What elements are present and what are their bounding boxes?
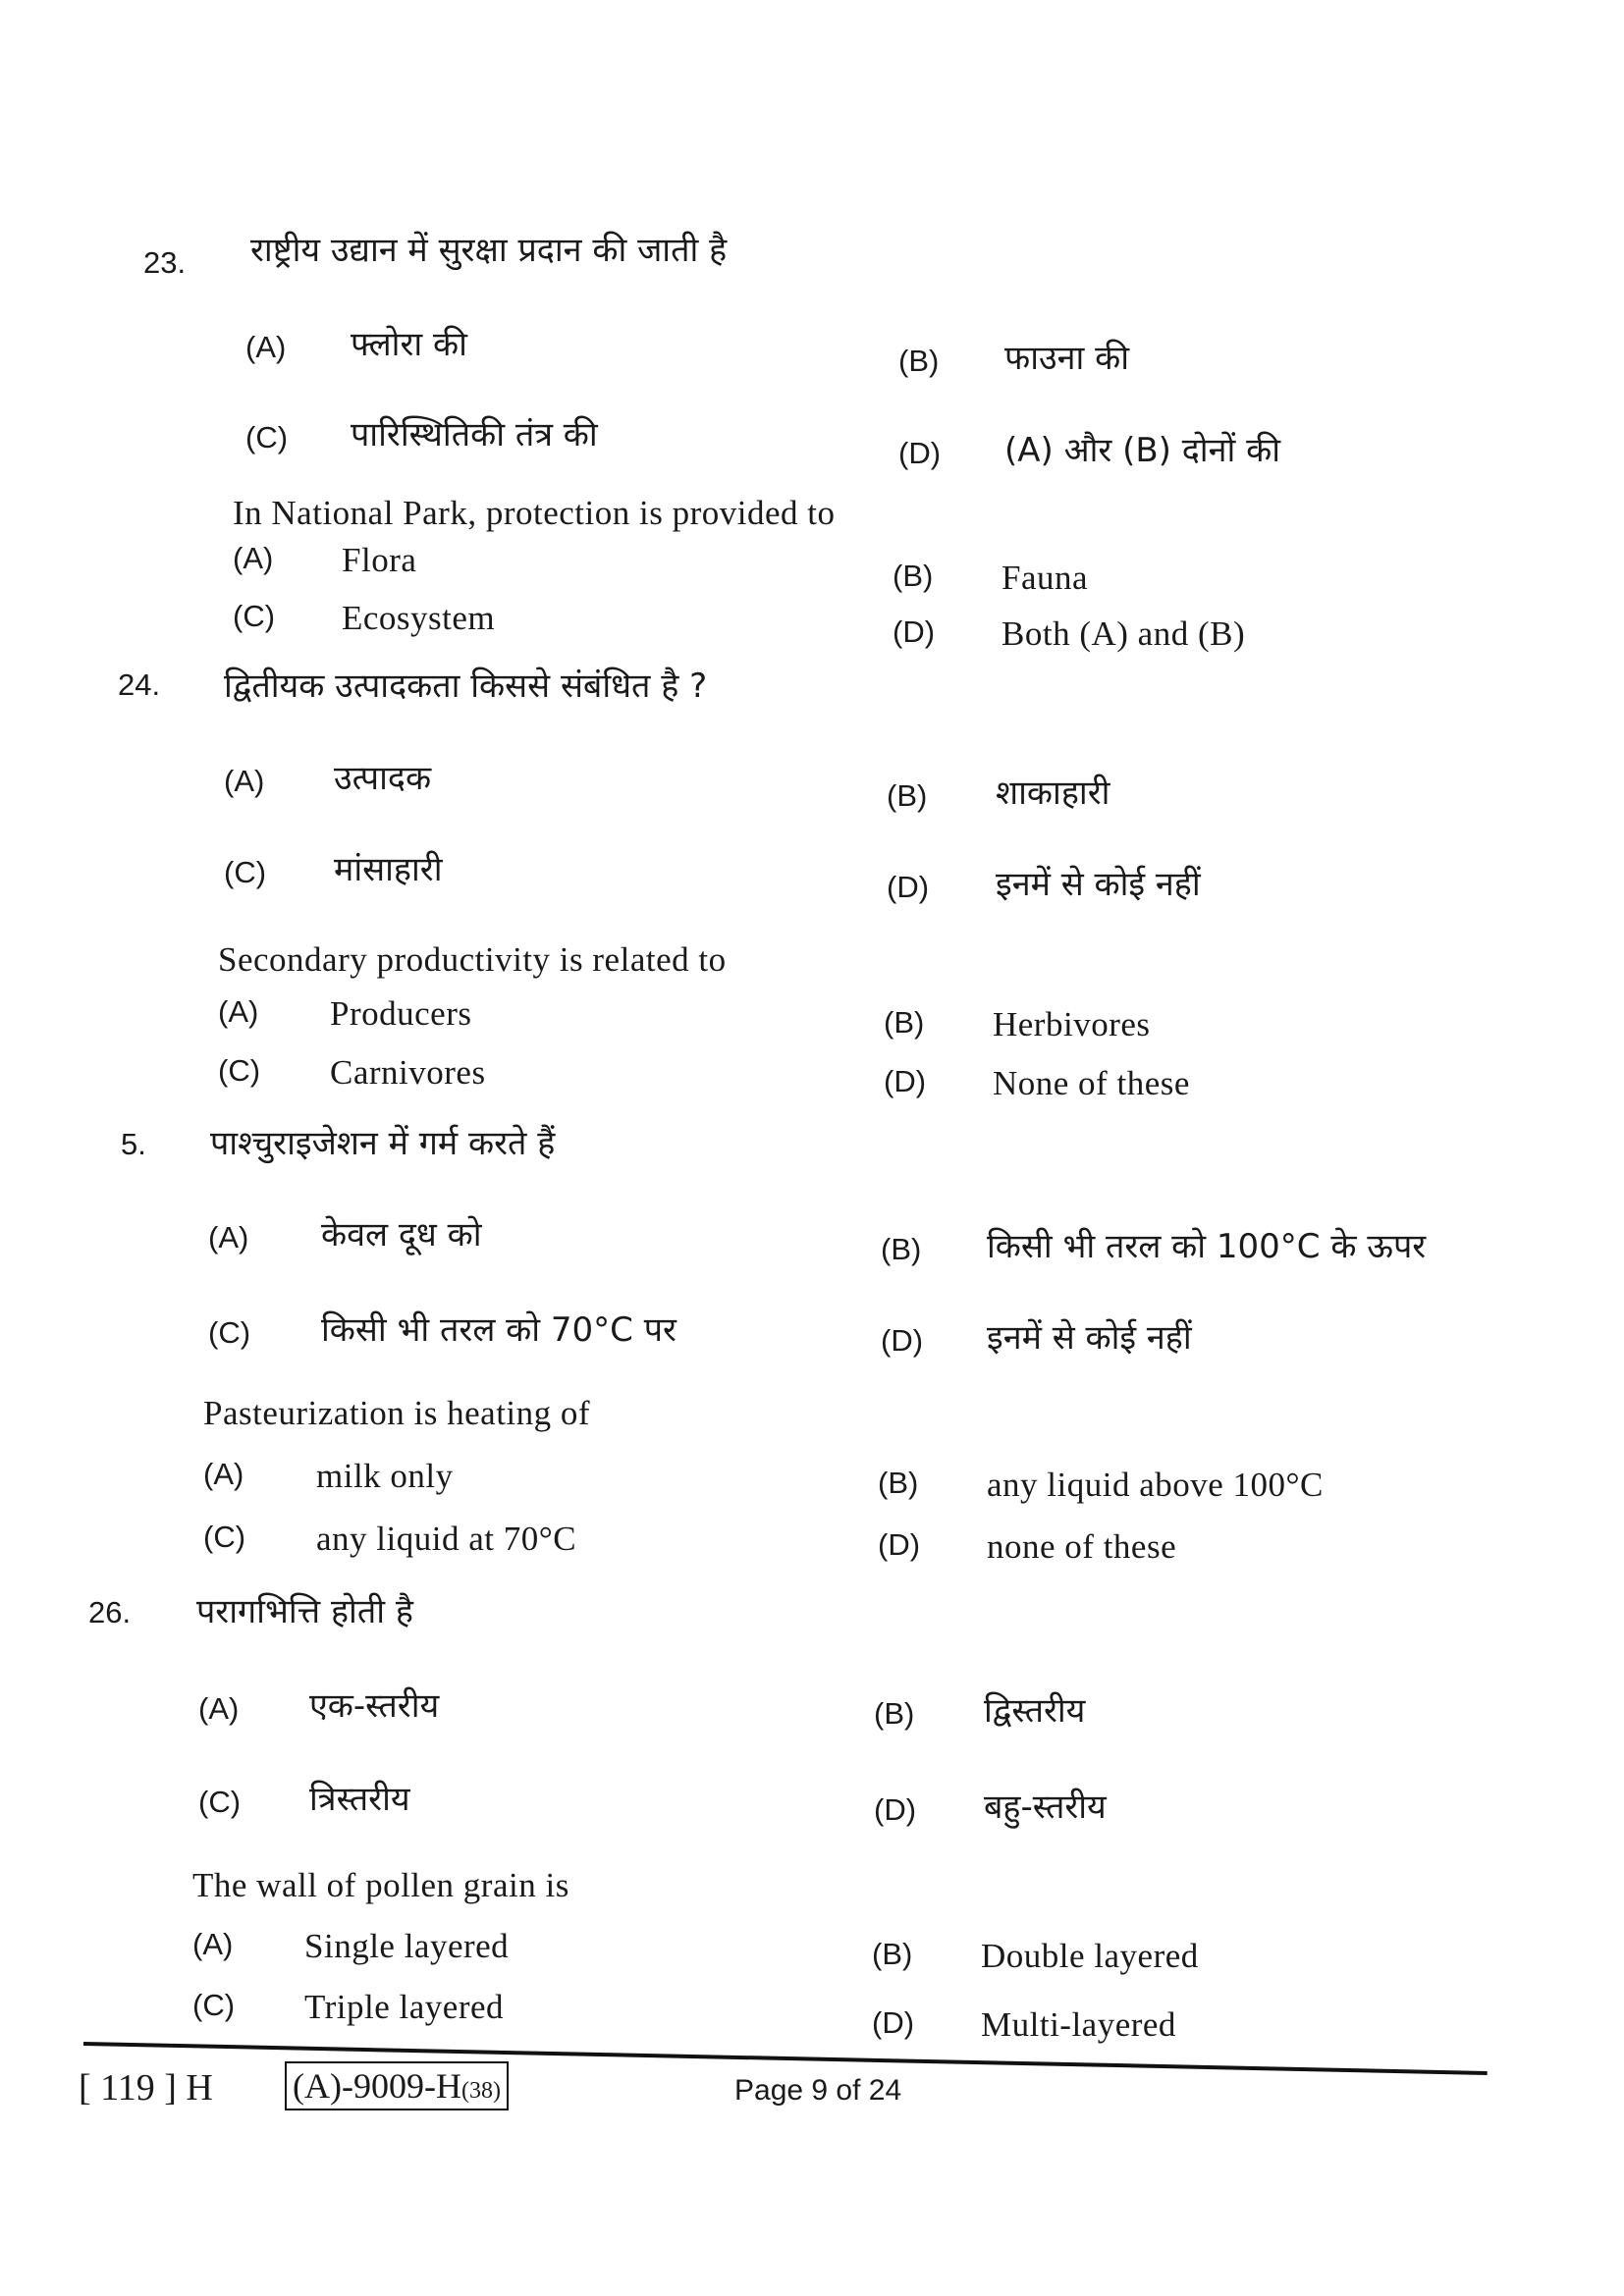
option-text-hindi: पारिस्थितिकी तंत्र की [351,415,598,454]
option-text-english: None of these [993,1064,1190,1102]
option-text-hindi: मांसाहारी [334,850,443,889]
option-label: (A) [203,1457,244,1491]
option-text-english: Both (A) and (B) [1001,614,1246,653]
paper-code-box [285,2061,509,2110]
option-text-english: Fauna [1001,559,1089,597]
option-label: (A) [245,330,287,364]
option-text-english: any liquid at 70°C [316,1520,577,1558]
option-label: (C) [245,420,289,454]
option-label: (C) [198,1785,242,1819]
question-text-hindi: पाश्चुराइजेशन में गर्म करते हैं [210,1124,556,1163]
option-text-english: milk only [316,1457,454,1495]
option-text-hindi: फ्लोरा की [351,325,467,364]
option-text-english: Producers [330,994,472,1033]
option-text-english: none of these [987,1527,1177,1566]
option-label: (A) [192,1927,234,1961]
question-text-english: The wall of pollen grain is [192,1866,569,1904]
option-label: (A) [233,541,274,575]
option-label: (D) [878,1527,921,1562]
option-text-english: Carnivores [330,1053,486,1092]
option-text-hindi: फाउना की [1004,339,1130,378]
option-label: (C) [233,599,276,633]
option-text-hindi: एक-स्तरीय [309,1686,440,1726]
option-text-hindi: इनमें से कोई नहीं [987,1318,1192,1358]
option-label: (B) [893,559,934,593]
question-number: 26. [88,1595,132,1629]
option-text-hindi: त्रिस्तरीय [309,1780,410,1819]
option-text-hindi: उत्पादक [334,759,432,798]
option-label: (B) [874,1696,915,1731]
option-label: (A) [218,994,259,1029]
option-text-hindi: किसी भी तरल को 70°C पर [321,1310,677,1350]
option-text-english: Ecosystem [342,599,496,637]
option-label: (D) [898,436,942,470]
paper-code-suffix: (38) [460,2078,501,2104]
option-label: (A) [208,1220,249,1255]
option-text-hindi: (A) और (B) दोनों की [1004,431,1281,470]
option-label: (B) [884,1005,925,1040]
paper-code: (A)-9009-H [293,2066,461,2106]
option-text-english: Flora [342,541,417,579]
question-number: 24. [118,667,161,702]
option-label: (D) [872,2005,915,2040]
question-text-hindi: राष्ट्रीय उद्यान में सुरक्षा प्रदान की जाती है [250,231,728,270]
question-number: 5. [121,1127,146,1161]
option-label: (C) [203,1520,246,1554]
question-text-english: Secondary productivity is related to [218,940,727,979]
option-text-english: Single layered [304,1927,510,1965]
option-label: (C) [218,1053,261,1088]
option-label: (B) [898,344,940,378]
page-number: Page 9 of 24 [734,2074,902,2107]
option-text-english: Multi-layered [981,2005,1176,2044]
option-label: (D) [881,1323,924,1358]
option-text-english: Triple layered [304,1988,505,2026]
option-text-hindi: शाकाहारी [996,774,1110,813]
option-text-hindi: इनमें से कोई नहीं [996,865,1201,904]
option-text-english: Herbivores [993,1005,1151,1043]
option-label: (B) [881,1232,922,1266]
option-text-english: Double layered [981,1937,1199,1975]
question-text-english: In National Park, protection is provided to [233,494,836,532]
option-label: (C) [208,1315,251,1350]
option-label: (D) [893,614,936,649]
option-text-hindi: बहु-स्तरीय [984,1788,1107,1827]
question-number: 23. [143,245,187,280]
option-label: (C) [224,855,267,889]
option-text-hindi: द्विस्तरीय [984,1691,1086,1731]
option-label: (D) [874,1792,917,1827]
option-label: (B) [878,1466,919,1500]
option-label: (A) [198,1691,240,1726]
option-text-hindi: केवल दूध को [321,1215,482,1255]
question-text-hindi: द्वितीयक उत्पादकता किससे संबंधित है ? [224,667,708,706]
option-label: (B) [887,778,928,813]
option-label: (D) [884,1064,927,1098]
option-label: (C) [192,1988,236,2022]
option-label: (B) [872,1937,913,1971]
option-text-hindi: किसी भी तरल को 100°C के ऊपर [987,1227,1427,1266]
option-label: (A) [224,764,265,798]
option-text-english: any liquid above 100°C [987,1466,1324,1504]
option-label: (D) [887,870,930,904]
question-text-hindi: परागभित्ति होती है [196,1592,413,1631]
footer-bracket-code: [ 119 ] H [79,2067,213,2109]
question-text-english: Pasteurization is heating of [203,1394,591,1432]
